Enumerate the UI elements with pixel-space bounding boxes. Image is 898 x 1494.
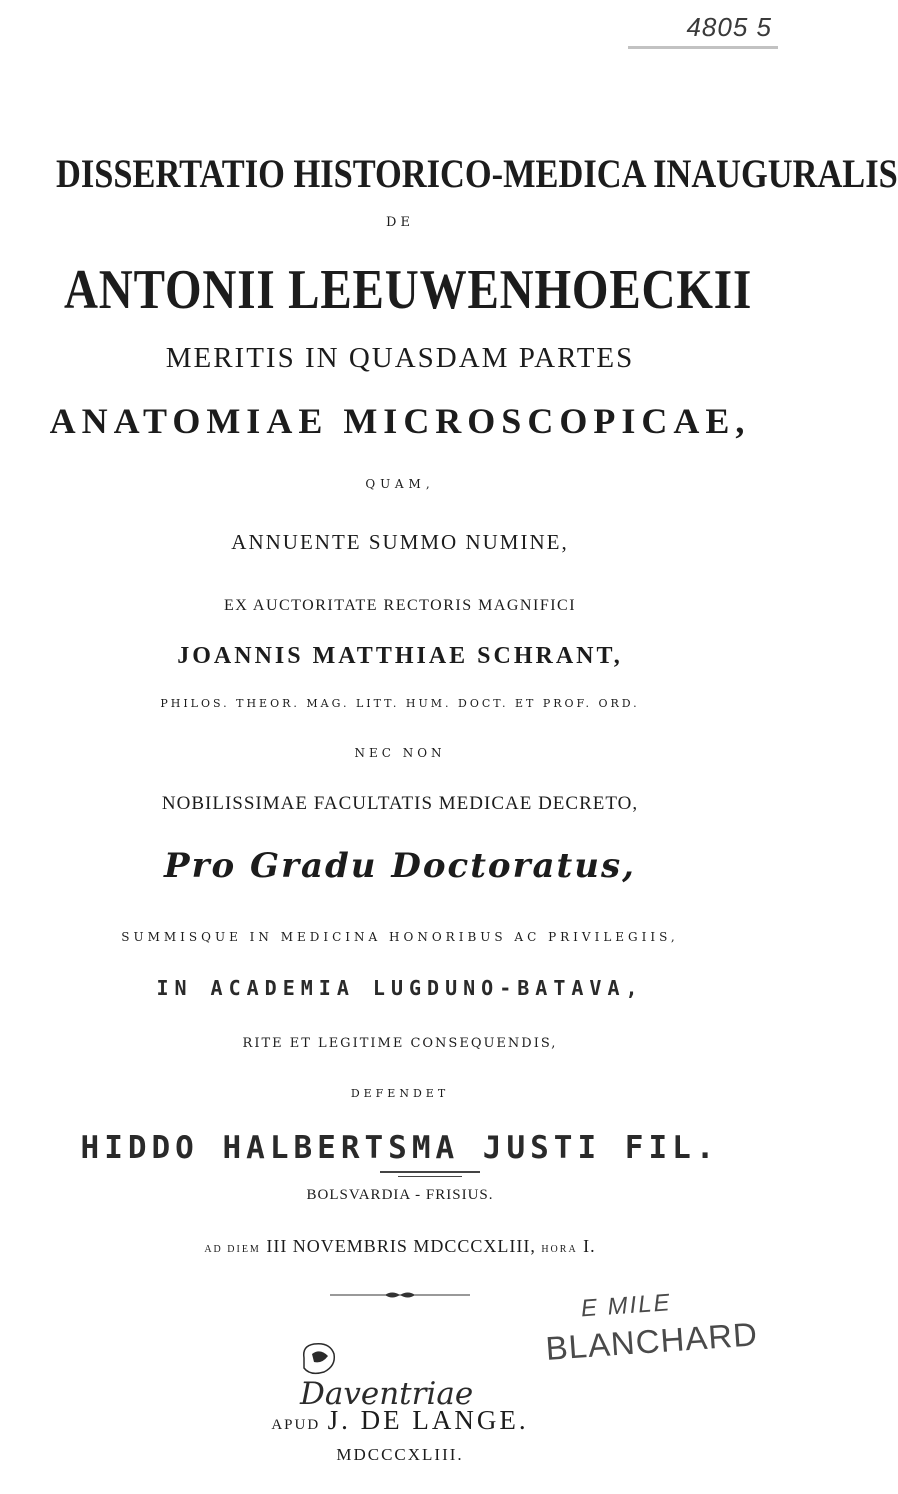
printer-mark-icon (300, 1340, 340, 1376)
author-place: BOLSVARDIA - FRISIUS. (306, 1187, 494, 1203)
text-academia: IN ACADEMIA LUGDUNO-BATAVA, (156, 976, 644, 1000)
imprint-city (300, 1338, 510, 1412)
date-prefix: AD DIEM (204, 1244, 261, 1255)
rector-name: JOANNIS MATTHIAE SCHRANT, (177, 643, 623, 669)
text-summisque: SUMMISQUE IN MEDICINA HONORIBUS AC PRIVILEGIIS, (121, 930, 679, 944)
text-nec-non: NEC NON (354, 746, 446, 760)
ownership-stamp (542, 1282, 778, 1388)
title-line-de: DE (386, 215, 414, 230)
library-shelf-mark: 4805 5 (686, 12, 772, 42)
title-subject-name: ANTONII LEEUWENHOECKII (64, 259, 753, 321)
author-rule (380, 1171, 480, 1173)
imprint-city-name: Daventriae (300, 1375, 474, 1412)
author-name: HIDDO HALBERTSMA JUSTI FIL. (80, 1130, 720, 1166)
text-quam: QUAM, (365, 477, 435, 491)
title-line-meritis: MERITIS IN QUASDAM PARTES (165, 342, 635, 374)
imprint-year: MDCCCXLIII. (336, 1445, 464, 1464)
text-rite: RITE ET LEGITIME CONSEQUENDIS, (242, 1036, 558, 1051)
imprint-printer-name: J. DE LANGE. (327, 1405, 529, 1435)
defense-date (0, 1236, 800, 1257)
text-annuente: ANNUENTE SUMMO NUMINE, (231, 530, 569, 554)
stamp-line-1: E MILE (580, 1289, 673, 1323)
imprint-apud: APUD (271, 1417, 321, 1433)
imprint-printer (0, 1405, 800, 1436)
date-value: III NOVEMBRIS MDCCCXLIII, (266, 1236, 536, 1256)
hora-value: I. (583, 1236, 596, 1256)
rector-titles: PHILOS. THEOR. MAG. LITT. HUM. DOCT. ET PROF. ORD. (160, 697, 640, 710)
title-line-dissertatio: DISSERTATIO HISTORICO-MEDICA INAUGURALIS (56, 151, 898, 196)
stamp-line-2: BLANCHARD (544, 1315, 759, 1367)
gothic-pro-gradu: Pro Gradu Doctoratus, (164, 846, 636, 886)
author-rule-thin (398, 1176, 462, 1177)
shelf-mark-underline (628, 46, 778, 49)
text-faculty-decree: NOBILISSIMAE FACULTATIS MEDICAE DECRETO, (161, 793, 639, 814)
text-defendet: DEFENDET (350, 1087, 450, 1100)
ornament-rule (330, 1290, 470, 1300)
text-auctoritate: EX AUCTORITATE RECTORIS MAGNIFICI (223, 597, 577, 614)
title-line-anatomiae: ANATOMIAE MICROSCOPICAE, (49, 401, 751, 441)
hora-label: HORA (541, 1244, 578, 1255)
